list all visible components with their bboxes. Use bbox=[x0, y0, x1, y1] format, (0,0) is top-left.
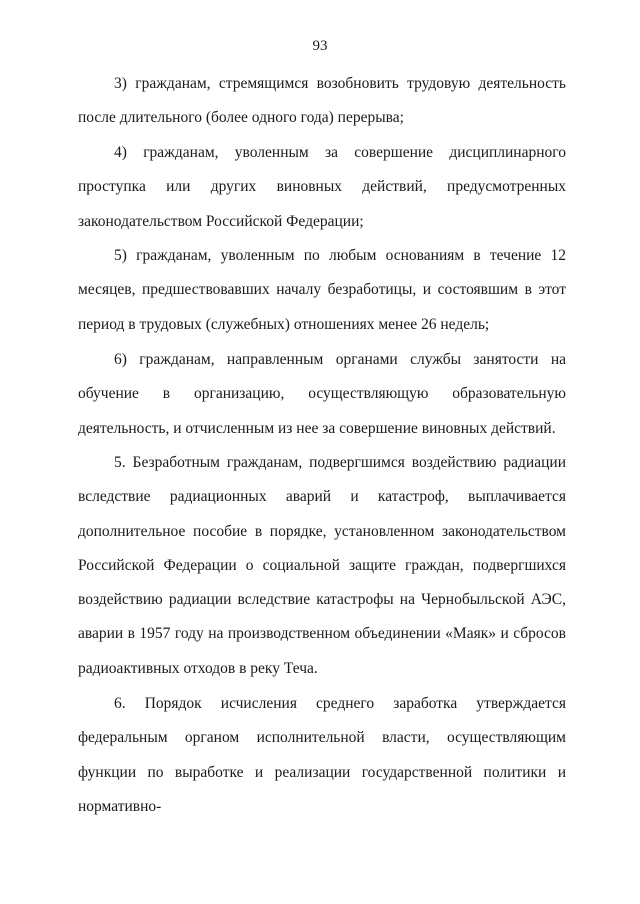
paragraph-item-5: 5) гражданам, уволенным по любым основаниям в течение 12 месяцев, предшествовавших началу безработицы, и состоявшим в этот период в трудовых (служебных) отношениях менее 26 недель; bbox=[78, 247, 566, 333]
paragraph-item-4: 4) гражданам, уволенным за совершение дисциплинарного проступка или других виновных действий, предусмотренных законодательством Российской Федерации; bbox=[78, 144, 566, 230]
paragraph-clause-6: 6. Порядок исчисления среднего заработка утверждается федеральным органом исполнительной власти, осуществляющим функции по выработке и реализации государственной политики и нормативно- bbox=[78, 695, 566, 815]
paragraph-item-3: 3) гражданам, стремящимся возобновить трудовую деятельность после длительного (более одного года) перерыва; bbox=[78, 75, 566, 127]
paragraph-item-6: 6) гражданам, направленным органами службы занятости на обучение в организацию, осуществляющую образовательную деятельность, и отчисленным из нее за совершение виновных действий. bbox=[78, 351, 566, 437]
page-number: 93 bbox=[312, 38, 328, 54]
paragraph-clause-5: 5. Безработным гражданам, подвергшимся воздействию радиации вследствие радиационных аварий и катастроф, выплачивается дополнительное пособие в порядке, установленном законодательством Российской Федерации о социальной защите граждан, подвергшихся воздействию радиации вследствие катастрофы на Чернобыльской АЭС, аварии в 1957 году на производственном объединении «Маяк» и сбросов радиоактивных отходов в реку Теча. bbox=[78, 454, 566, 677]
